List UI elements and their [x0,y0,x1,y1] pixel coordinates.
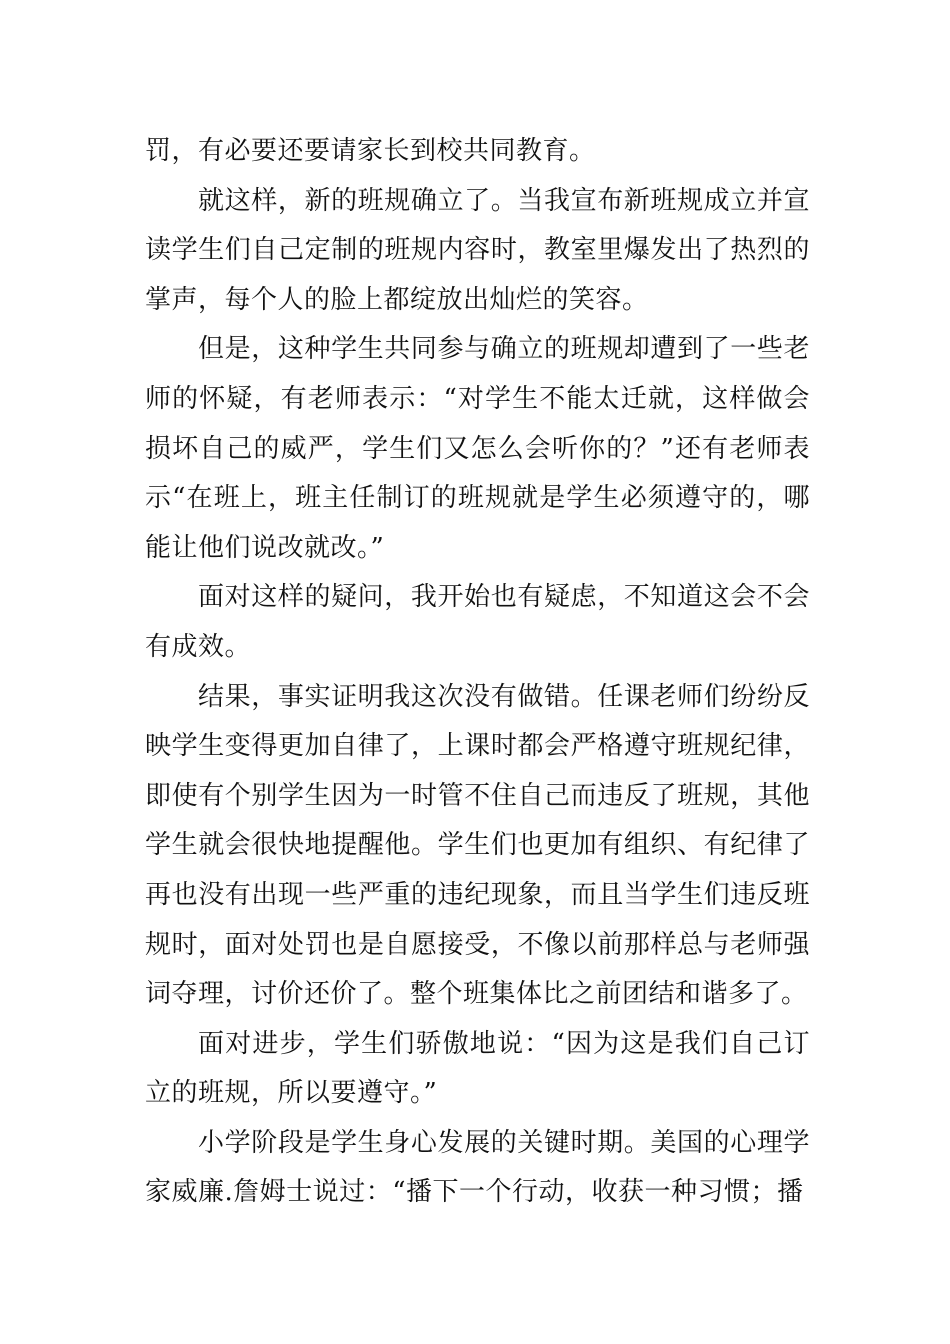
paragraph: 就这样，新的班规确立了。当我宣布新班规成立并宣读学生们自己定制的班规内容时，教室里爆发出了热烈的掌声，每个人的脸上都绽放出灿烂的笑容。 [145,185,810,315]
document-body [145,127,810,1218]
paragraph: 结果，事实证明我这次没有做错。任课老师们纷纷反映学生变得更加自律了，上课时都会严格遵守班规纪律，即使有个别学生因为一时管不住自己而违反了班规，其他学生就会很快地提醒他。学生们也更加有组织、有纪律了再也没有出现一些严重的违纪现象，而且当学生们违反班规时，面对处罚也是自愿接受，不像以前那样总与老师强词夺理，讨价还价了。整个班集体比之前团结和谐多了。 [145,681,810,1010]
paragraph-continued: 罚，有必要还要请家长到校共同教育。 [145,136,596,166]
paragraph: 面对进步，学生们骄傲地说：“因为这是我们自己订立的班规，所以要遵守。” [145,1028,810,1109]
paragraph: 小学阶段是学生身心发展的关键时期。美国的心理学家威廉.詹姆士说过：“播下一个行动，收获一种习惯；播 [145,1127,810,1208]
paragraph: 但是，这种学生共同参与确立的班规却遭到了一些老师的怀疑，有老师表示：“对学生不能太迁就，这样做会损坏自己的威严，学生们又怎么会听你的？”还有老师表示“在班上，班主任制订的班规就是学生必须遵守的，哪能让他们说改就改。” [145,334,810,563]
paragraph: 面对这样的疑问，我开始也有疑虑，不知道这会不会有成效。 [145,582,810,662]
